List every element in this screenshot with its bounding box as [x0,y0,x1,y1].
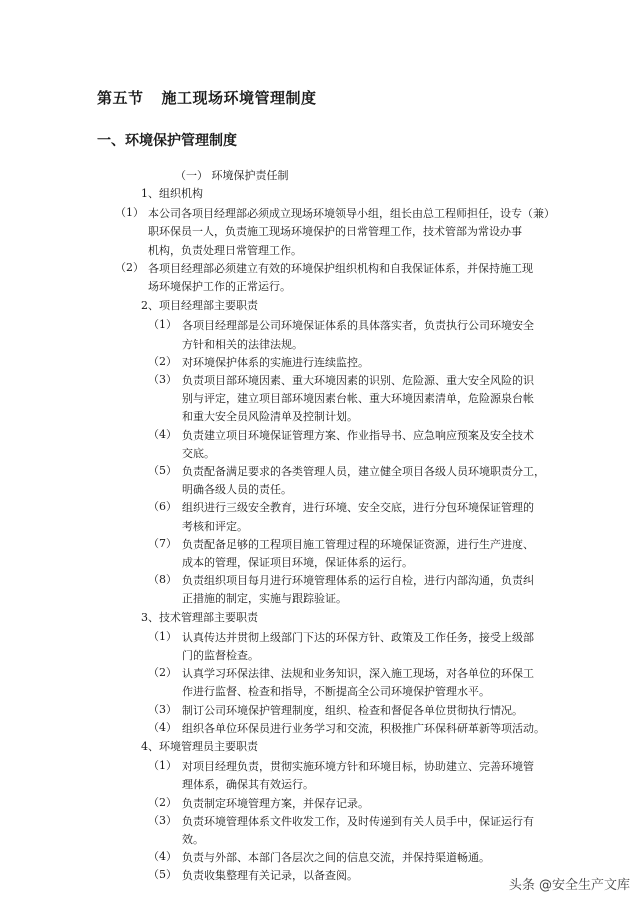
heading-tech-duties: 3、技术管理部主要职责 [141,610,258,624]
item-number: （5） [148,868,177,882]
item-text-line: 组织进行三级安全教育，进行环境、安全交底，进行分包环境保证管理的 [182,501,534,515]
item-text-line: 作进行监督、检查和指导，不断提高全公司环境保护管理水平。 [182,685,490,699]
heading-environment-protection: 一、环境保护管理制度 [97,133,237,149]
item-text-line: 负责与外部、本部门各层次之间的信息交流，并保持渠道畅通。 [182,851,490,865]
item-text-line: 职环保员一人，负责施工现场环境保护的日常管理工作，技术管部为常设办事 [148,225,522,239]
item-number: （2） [148,354,177,368]
heading-pm-duties: 2、项目经理部主要职责 [141,299,258,313]
item-text-line: 理体系，确保其有效运行。 [182,778,314,792]
item-text-line: 别与评定，建立项目部环境因素台帐、重大环境因素清单，危险源泉台帐 [182,392,534,406]
item-text-line: 负责配备足够的工程项目施工管理过程的环境保证资源，进行生产进度、 [182,537,534,551]
item-number: （8） [148,573,177,587]
item-number: （2） [148,666,177,680]
item-number: （1） [148,759,177,773]
item-text-line: 正措施的制定，实施与跟踪验证。 [182,592,347,606]
item-text-line: 考核和评定。 [182,519,248,533]
watermark: 头条 @安全生产文库 [508,878,630,893]
item-text-line: 对环境保护体系的实施进行连续监控。 [182,355,369,369]
item-number: （4） [148,720,177,734]
item-text-line: 门的监督检查。 [182,649,259,662]
section-title-text: 施工现场环境管理制度 [161,89,317,107]
item-text-line: 各项目经理部必须建立有效的环境保护组织机构和自我保证体系，并保持施工现 [148,261,533,275]
item-number: （7） [148,536,177,550]
heading-org-structure: 1、组织机构 [141,187,203,200]
item-text-line: 机构，负责处理日常管理工作。 [148,243,302,257]
item-number: （2） [115,260,144,274]
item-text-line: 各项目经理部是公司环境保证体系的具体落实者，负责执行公司环境安全 [182,319,534,333]
item-number: （4） [148,427,177,441]
item-text-line: 负责配备满足要求的各类管理人员，建立健全项目各级人员环境职责分工， [182,465,545,478]
item-text-line: 负责收集整理有关记录，以备查阅。 [182,869,358,883]
item-text-line: 本公司各项目经理部必须成立现场环境领导小组，组长由总工程师担任，设专（兼） [148,207,555,221]
item-number: （3） [148,813,177,827]
item-text-line: 方针和相关的法律法规。 [182,337,303,351]
item-text-line: 负责项目部环境因素、重大环境因素的识别、危险源、重大安全风险的识 [182,374,534,387]
item-number: （1） [148,318,177,332]
item-text-line: 对项目经理负责，贯彻实施环境方针和环境目标，协助建立、完善环境管 [182,760,534,774]
item-number: （1） [115,206,144,220]
item-text-line: 和重大安全员风险清单及控制计划。 [182,410,358,424]
item-text-line: 认真学习环保法律、法规和业务知识，深入施工现场，对各单位的环保工 [182,667,534,681]
item-text-line: 负责组织项目每月进行环境管理体系的运行自检，进行内部沟通，负责纠 [182,574,534,588]
item-text-line: 负责环境管理体系文件收发工作，及时传递到有关人员手中，保证运行有 [182,814,534,828]
item-text-line: 交底。 [182,446,215,460]
item-text-line: 组织各单位环保员进行业务学习和交流，积极推广环保科研革新等项活动。 [182,721,545,735]
item-text-line: 负责制定环境管理方案，并保存记录。 [182,796,369,810]
item-number: （1） [148,629,177,643]
item-number: （4） [148,850,177,864]
item-text-line: 效。 [182,833,204,846]
subheading-responsibility: （一） 环境保护责任制 [175,169,289,182]
section-title [97,87,317,108]
heading-env-manager-duties: 4、环境管理员主要职责 [141,740,258,753]
item-number: （3） [148,702,177,716]
item-text-line: 成本的管理，保证项目环境，保证体系的运行。 [182,556,413,569]
item-text-line: 场环境保护工作的正常运行。 [148,280,291,293]
item-text-line: 负责建立项目环境保证管理方案、作业指导书、应急响应预案及安全技术 [182,428,534,442]
item-number: （5） [148,464,177,477]
section-number: 第五节 [97,89,144,107]
item-text-line: 明确各级人员的责任。 [182,483,292,497]
item-number: （2） [148,795,177,809]
item-number: （6） [148,500,177,514]
item-text-line: 制订公司环境保护管理制度，组织、检查和督促各单位贯彻执行情况。 [182,703,523,717]
item-number: （3） [148,373,177,386]
item-text-line: 认真传达并贯彻上级部门下达的环保方针、政策及工作任务，接受上级部 [182,630,534,644]
